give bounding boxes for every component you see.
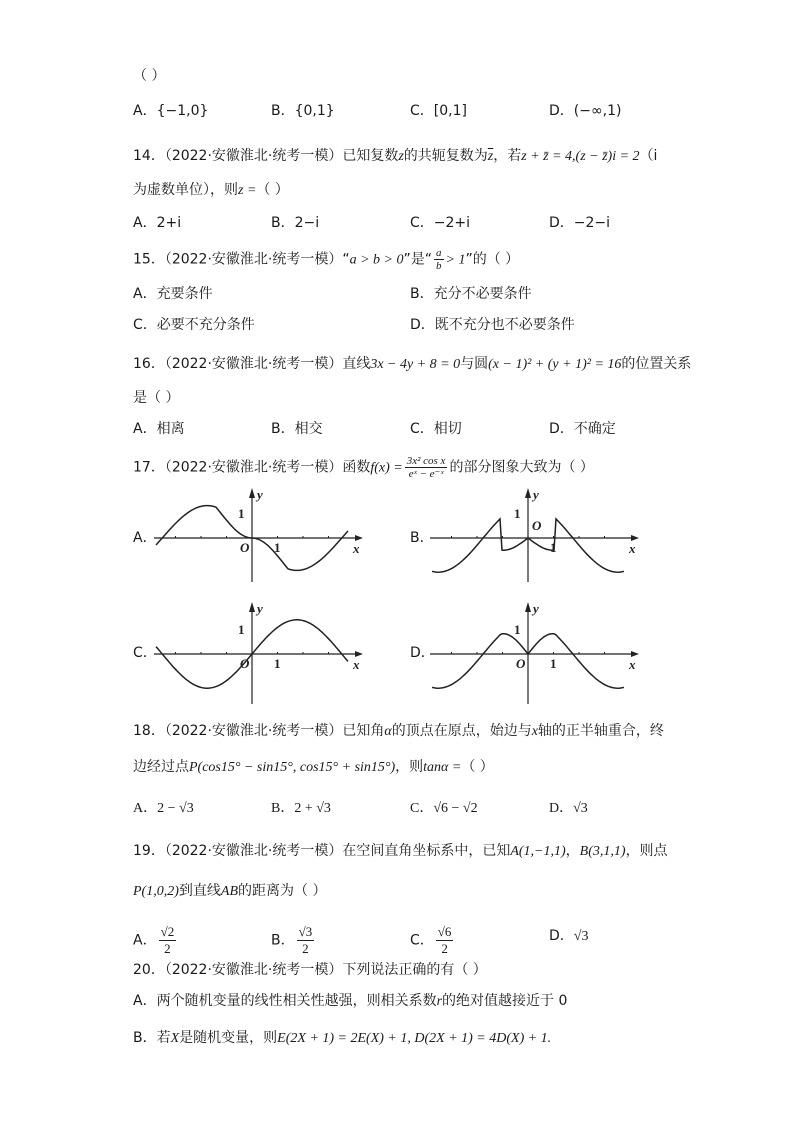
q15-stem: 15．（2022·安徽淮北·统考一模）“a > b > 0”是“ $\frac{a}{b}$ > 1”的（ ）	[133, 247, 520, 272]
y-axis-arrow	[525, 488, 531, 498]
q19-option-d: D．√3	[549, 928, 589, 944]
q18-stem-line2: 边经过点P(cos15° − sin15°, cos15° + sin15°)，则tanα =（ ）	[133, 759, 494, 775]
q13-stem-tail: （ ）	[133, 68, 166, 84]
q18-stem-line1: 18．（2022·安徽淮北·统考一模）已知角α的顶点在原点，始边与x轴的正半轴重合，终	[133, 723, 664, 739]
y-tick-label-one: 1	[514, 622, 521, 637]
q16-option-a: A．相离	[133, 421, 185, 437]
q13-option-a: A．{−1,0}	[133, 103, 209, 119]
q17-stem: 17．（2022·安徽淮北·统考一模）函数f(x) = $\frac{\text{3x² cos x}}{\text{eˣ − e⁻ˣ}}$ 的部分图象大致为（ ）	[133, 455, 594, 480]
q17-fraction: $\frac{\text{3x² cos x}}{\text{eˣ − e⁻ˣ}}$	[406, 455, 446, 480]
q16-stem-line2: 是（ ）	[133, 390, 180, 406]
q19-option-c: C． $\frac{√6}{2}$	[410, 924, 452, 956]
x-axis-label: x	[629, 657, 636, 672]
q17-graph-d	[428, 598, 643, 706]
q18-option-d: D．√3	[549, 801, 588, 816]
q13-option-d: D．(−∞,1)	[549, 103, 622, 119]
q20-stem: 20．（2022·安徽淮北·统考一模）下列说法正确的有（ ）	[133, 962, 487, 978]
y-axis-label: y	[533, 487, 539, 502]
q17-graph-d-label: D．	[410, 645, 435, 661]
q13-option-b: B．{0,1}	[271, 103, 335, 119]
q15-option-d: D．既不充分也不必要条件	[410, 317, 575, 333]
q15-fraction: $\frac{a}{b}$	[436, 247, 442, 272]
q16-option-d: D．不确定	[549, 421, 616, 437]
q19-stem-line2: P(1,0,2)到直线AB的距离为（ ）	[133, 883, 327, 899]
x-axis-label: x	[353, 657, 360, 672]
q14-option-b: B．2−i	[271, 215, 320, 231]
q19-option-a: A． $\frac{√2}{2}$	[133, 924, 175, 956]
y-axis-arrow	[249, 488, 255, 498]
q17-graph-c	[152, 598, 367, 706]
y-axis-label: y	[533, 601, 539, 616]
y-tick-label-one: 1	[238, 506, 245, 521]
x-tick-label-one: 1	[274, 656, 281, 671]
q14-stem-line2: 为虚数单位），则z =（ ）	[133, 182, 289, 198]
q20-option-b: B．若X是随机变量，则E(2X + 1) = 2E(X) + 1, D(2X + 1) = 4D(X) + 1.	[133, 1030, 552, 1046]
x-axis-label: x	[353, 541, 360, 556]
y-axis-arrow	[525, 602, 531, 612]
q17-graph-a-label: A．	[133, 530, 157, 546]
q17-graph-b-label: B．	[410, 530, 434, 546]
y-axis-label: y	[257, 487, 263, 502]
q16-option-b: B．相交	[271, 421, 323, 437]
x-tick-label-one: 1	[550, 656, 557, 671]
x-tick-label-one: 1	[550, 540, 557, 555]
y-axis-label: y	[257, 601, 263, 616]
q13-option-c: C．[0,1]	[410, 103, 467, 119]
x-axis-label: x	[629, 541, 636, 556]
q15-option-a: A．充要条件	[133, 286, 213, 302]
q18-option-b: B．2 + √3	[271, 801, 331, 816]
q17-graph-a	[152, 484, 367, 584]
q15-option-c: C．必要不充分条件	[133, 317, 255, 333]
q17-graph-b	[428, 484, 643, 584]
q18-option-a: A．2 − √3	[133, 801, 194, 816]
origin-label: O	[240, 656, 250, 671]
origin-label: O	[516, 656, 526, 671]
q14-option-d: D．−2−i	[549, 215, 611, 231]
q17-graph-c-label: C．	[133, 645, 157, 661]
q19-option-b: B． $\frac{√3}{2}$	[271, 924, 313, 956]
q16-option-c: C．相切	[410, 421, 462, 437]
q18-option-c: C．√6 − √2	[410, 801, 478, 816]
q20-option-a: A．两个随机变量的线性相关性越强，则相关系数r的绝对值越接近于 0	[133, 993, 568, 1009]
x-tick-label-one: 1	[274, 540, 281, 555]
y-axis-arrow	[249, 602, 255, 612]
q16-stem-line1: 16．（2022·安徽淮北·统考一模）直线3x − 4y + 8 = 0与圆(x − 1)² + (y + 1)² = 16的位置关系	[133, 356, 692, 372]
y-tick-label-one: 1	[238, 622, 245, 637]
q14-option-c: C．−2+i	[410, 215, 471, 231]
origin-label: O	[532, 518, 542, 533]
q14-stem-line1: 14．（2022·安徽淮北·统考一模）已知复数z的共轭复数为$\overline{z}$，若z + z̄ = 4,(z − z̄)i = 2（i	[133, 148, 658, 164]
q15-option-b: B．充分不必要条件	[410, 286, 532, 302]
q19-stem-line1: 19．（2022·安徽淮北·统考一模）在空间直角坐标系中，已知A(1,−1,1)，B(3,1,1)，则点	[133, 843, 668, 859]
q14-option-a: A．2+i	[133, 215, 182, 231]
y-tick-label-one: 1	[514, 506, 521, 521]
origin-label: O	[240, 540, 250, 555]
